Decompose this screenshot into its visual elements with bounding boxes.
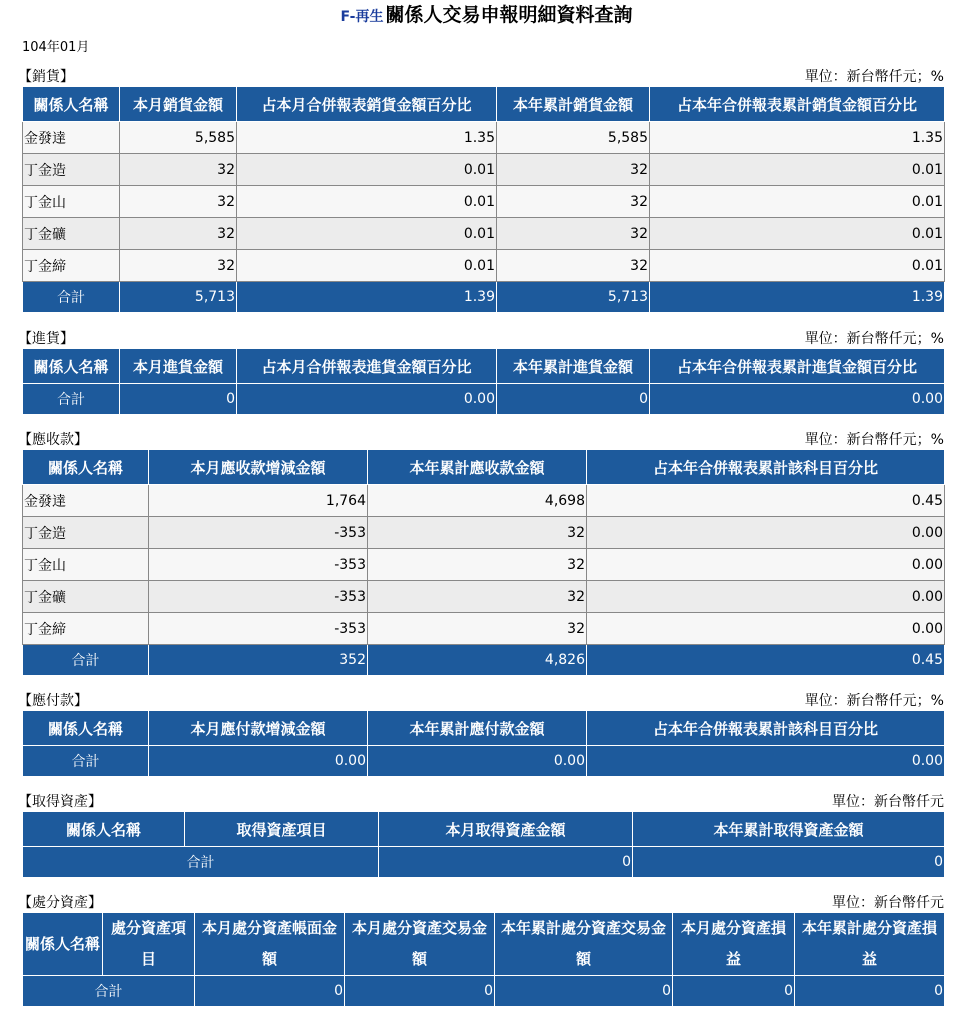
sales-section [18,64,944,313]
table-cell: -353 [149,549,368,581]
acquired-assets-section [18,789,944,878]
table-cell: 0.01 [237,154,497,186]
unit-label: 單位：新台幣仟元；% [804,432,944,448]
column-header: 本月處分資產交易金額 [345,913,495,976]
table-cell: 1.35 [650,122,945,154]
unit-label: 單位：新台幣仟元；% [804,331,944,347]
table-cell: 丁金礦 [23,218,120,250]
column-header: 關係人名稱 [23,349,120,384]
column-header: 本年累計應收款金額 [368,450,587,485]
unit-label: 單位：新台幣仟元；% [804,69,944,85]
table-cell: 0.01 [237,250,497,282]
table-cell: 0.00 [587,613,945,645]
table-cell: 合計 [23,645,149,676]
table-cell: 0.01 [237,218,497,250]
column-header: 本月應收款增減金額 [149,450,368,485]
total-row [23,976,945,1007]
column-header: 關係人名稱 [23,87,120,122]
column-header: 本月處分資產損益 [673,913,795,976]
column-header: 本年累計進貨金額 [497,349,650,384]
table-cell: 0.01 [650,218,945,250]
receivables-section [18,427,944,676]
table-cell: 0 [345,976,495,1007]
table-cell: 合計 [23,847,379,878]
column-header: 本月處分資產帳面金額 [195,913,345,976]
table-cell: 352 [149,645,368,676]
column-header: 本年累計處分資產損益 [795,913,945,976]
section-title: 【取得資產】 [18,794,102,810]
table-cell: 32 [497,186,650,218]
table-cell: 0.45 [587,485,945,517]
column-header: 處分資產項目 [103,913,195,976]
table-cell: 32 [368,613,587,645]
table-cell: 0.00 [587,517,945,549]
table-header-row [23,812,945,847]
column-header: 占本月合併報表銷貨金額百分比 [237,87,497,122]
disposed-assets-table [22,912,945,1007]
table-cell: 1.39 [237,282,497,313]
column-header: 取得資產項目 [185,812,379,847]
table-cell: 0 [633,847,945,878]
column-header: 本月銷貨金額 [120,87,237,122]
table-cell: 5,713 [497,282,650,313]
unit-label: 單位：新台幣仟元 [832,794,944,810]
table-header-row [23,87,945,122]
table-cell: 32 [120,154,237,186]
table-cell: 0.01 [650,186,945,218]
table-cell: 0.00 [237,384,497,415]
unit-label: 單位：新台幣仟元；% [804,693,944,709]
purchases-table [22,348,945,415]
table-cell: 0.01 [237,186,497,218]
total-row [23,384,945,415]
table-row [23,122,945,154]
table-cell: 32 [497,218,650,250]
column-header: 本年累計處分資產交易金額 [495,913,673,976]
table-cell: 金發達 [23,485,149,517]
table-cell: 5,585 [497,122,650,154]
table-cell: 0 [120,384,237,415]
table-cell: 丁金締 [23,613,149,645]
column-header: 本月進貨金額 [120,349,237,384]
table-cell: 1.39 [650,282,945,313]
table-cell: 32 [120,250,237,282]
total-row [23,847,945,878]
page-title [0,2,973,28]
company-name: F-再生 [340,9,384,25]
table-cell: 5,585 [120,122,237,154]
table-cell: 0.01 [650,250,945,282]
table-cell: 合計 [23,384,120,415]
section-title: 【應付款】 [18,693,88,709]
disposed-assets-section [18,890,944,1007]
table-cell: 0.00 [587,746,945,777]
column-header: 關係人名稱 [23,812,185,847]
page-title-text: 關係人交易申報明細資料查詢 [385,4,633,26]
table-cell: 32 [368,581,587,613]
table-cell: 丁金山 [23,549,149,581]
table-cell: 32 [368,549,587,581]
table-row [23,485,945,517]
table-cell: 丁金礦 [23,581,149,613]
receivables-table [22,449,945,676]
total-row [23,746,945,777]
table-row [23,517,945,549]
table-cell: 丁金締 [23,250,120,282]
section-title: 【應收款】 [18,432,88,448]
table-cell: 0 [673,976,795,1007]
table-cell: 0.01 [650,154,945,186]
table-header-row [23,349,945,384]
table-row [23,154,945,186]
table-cell: 0 [495,976,673,1007]
table-cell: 32 [120,218,237,250]
table-cell: 32 [497,154,650,186]
table-row [23,581,945,613]
table-cell: 0.00 [650,384,945,415]
column-header: 關係人名稱 [23,711,149,746]
total-row [23,645,945,676]
column-header: 占本年合併報表累計進貨金額百分比 [650,349,945,384]
table-header-row [23,450,945,485]
column-header: 關係人名稱 [23,450,149,485]
table-cell: 丁金造 [23,517,149,549]
table-cell: 金發達 [23,122,120,154]
sales-table [22,86,945,313]
payables-section [18,688,944,777]
column-header: 本年累計銷貨金額 [497,87,650,122]
section-title: 【進貨】 [18,331,74,347]
table-cell: 丁金造 [23,154,120,186]
table-cell: 0 [795,976,945,1007]
column-header: 本年累計應付款金額 [368,711,587,746]
table-cell: 32 [120,186,237,218]
column-header: 占本年合併報表累計該科目百分比 [587,450,945,485]
column-header: 本月應付款增減金額 [149,711,368,746]
table-cell: 合計 [23,976,195,1007]
period-label: 104年01月 [22,40,90,55]
column-header: 本年累計取得資產金額 [633,812,945,847]
payables-table [22,710,945,777]
table-cell: 0 [379,847,633,878]
table-cell: 丁金山 [23,186,120,218]
column-header: 占本月合併報表進貨金額百分比 [237,349,497,384]
table-cell: 0.00 [587,581,945,613]
table-cell: 0.00 [149,746,368,777]
table-row [23,186,945,218]
table-cell: 1.35 [237,122,497,154]
purchases-section [18,326,944,415]
section-title: 【銷貨】 [18,69,74,85]
table-row [23,218,945,250]
table-cell: 4,826 [368,645,587,676]
table-cell: 0 [195,976,345,1007]
table-cell: 32 [497,250,650,282]
column-header: 關係人名稱 [23,913,103,976]
table-header-row [23,711,945,746]
table-cell: 5,713 [120,282,237,313]
table-cell: -353 [149,613,368,645]
table-cell: 1,764 [149,485,368,517]
column-header: 占本年合併報表累計該科目百分比 [587,711,945,746]
table-cell: 合計 [23,746,149,777]
column-header: 本月取得資產金額 [379,812,633,847]
table-row [23,250,945,282]
table-cell: -353 [149,581,368,613]
table-cell: 合計 [23,282,120,313]
table-cell: -353 [149,517,368,549]
table-row [23,549,945,581]
table-cell: 0.00 [368,746,587,777]
table-header-row [23,913,945,976]
column-header: 占本年合併報表累計銷貨金額百分比 [650,87,945,122]
section-title: 【處分資產】 [18,895,102,911]
table-cell: 32 [368,517,587,549]
table-row [23,613,945,645]
table-cell: 0.45 [587,645,945,676]
total-row [23,282,945,313]
unit-label: 單位：新台幣仟元 [832,895,944,911]
table-cell: 0 [497,384,650,415]
table-cell: 4,698 [368,485,587,517]
table-cell: 0.00 [587,549,945,581]
acquired-assets-table [22,811,945,878]
